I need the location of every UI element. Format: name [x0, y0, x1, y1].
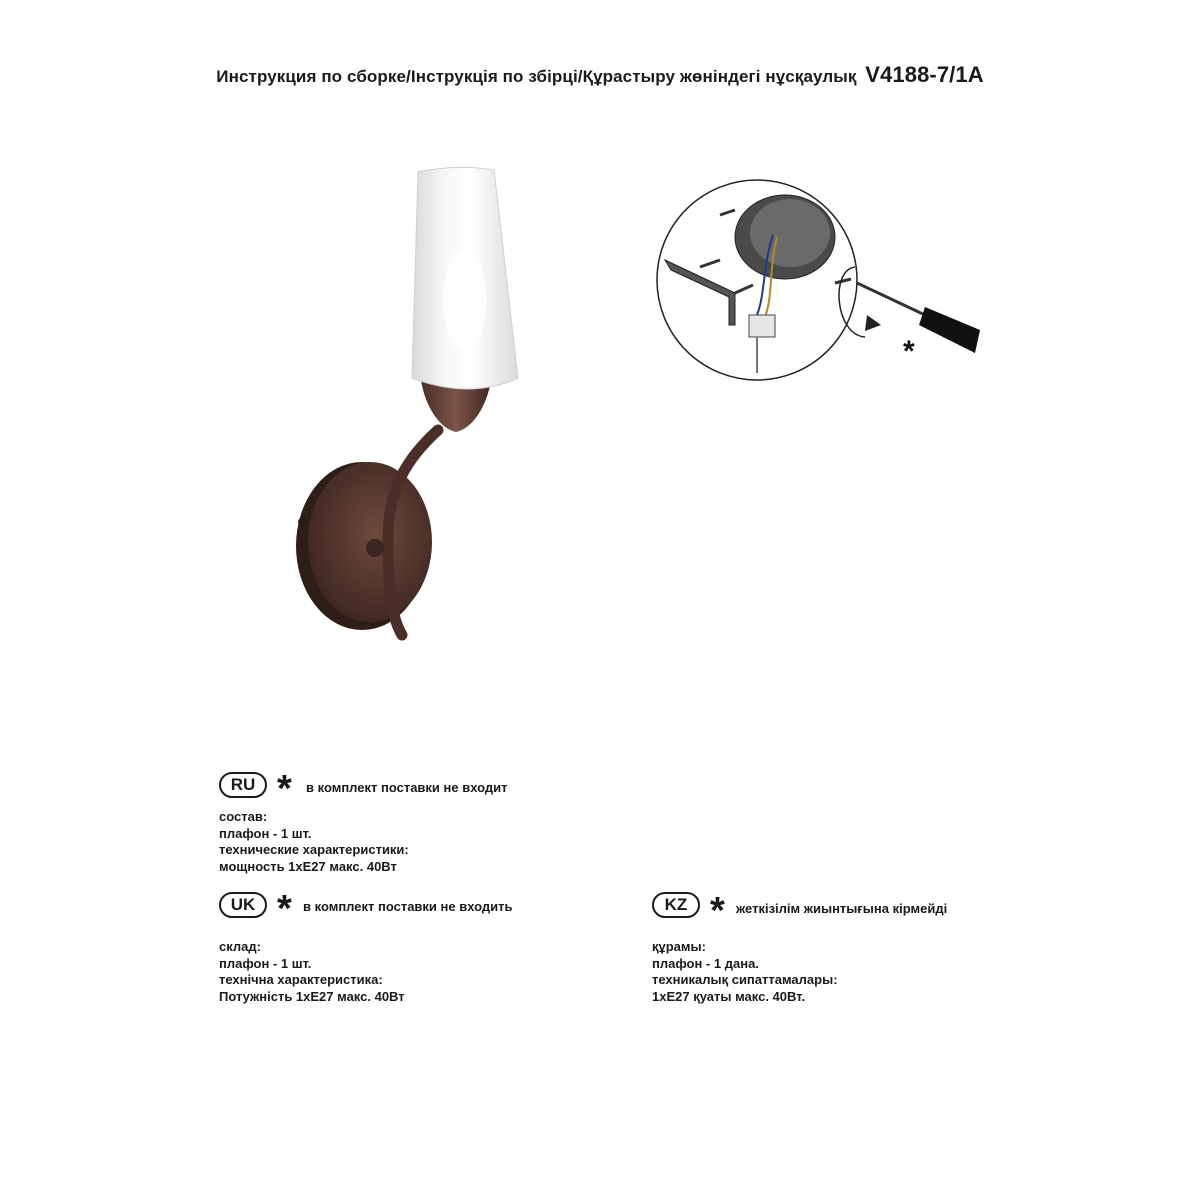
kz-spec-line: техникалық сипаттамалары: — [652, 972, 838, 987]
kz-asterisk-icon: * — [710, 890, 725, 932]
page-title — [0, 62, 1200, 88]
kz-not-included-note: жеткізілім жиынтығына кірмейді — [736, 901, 948, 916]
kz-badge: KZ — [652, 892, 700, 918]
kz-spec-line: 1хE27 қуаты макс. 40Вт. — [652, 988, 806, 1004]
mount-plate-face — [750, 199, 830, 267]
arrow-head-icon — [865, 315, 881, 331]
ru-spec-line: состав: — [219, 809, 268, 824]
uk-specs — [219, 939, 405, 1005]
ru-asterisk-icon: * — [277, 768, 292, 810]
uk-asterisk-icon: * — [277, 888, 292, 930]
shade-highlight — [443, 250, 487, 350]
model-number: V4188-7/1A — [865, 62, 984, 87]
uk-not-included-note: в комплект поставки не входить — [303, 899, 513, 914]
kz-spec-line: құрамы: — [652, 939, 706, 954]
not-included-mark: * — [903, 335, 915, 368]
uk-spec-line: плафон - 1 шт. — [219, 955, 312, 971]
uk-badge: UK — [219, 892, 267, 918]
arm-mount — [366, 539, 384, 557]
screwdriver-shaft — [857, 283, 925, 315]
lamp-illustration — [280, 160, 620, 680]
ru-not-included-note: в комплект поставки не входит — [306, 780, 508, 795]
terminal-block — [749, 315, 775, 337]
title-text: Инструкция по сборке/Інструкція по збірці/Құрастыру жөніндегі нұсқаулық — [216, 67, 857, 86]
uk-spec-line: технічна характеристика: — [219, 972, 383, 987]
kz-specs — [652, 939, 838, 1005]
ru-spec-line: плафон - 1 шт. — [219, 825, 312, 841]
mounting-detail-illustration — [645, 175, 995, 390]
screwdriver-handle — [919, 307, 980, 353]
plate-screw — [298, 518, 306, 526]
ru-spec-line: мощность 1хE27 макс. 40Вт — [219, 858, 397, 874]
uk-spec-line: склад: — [219, 939, 261, 954]
ru-badge: RU — [219, 772, 267, 798]
ru-spec-line: технические характеристики: — [219, 842, 409, 857]
kz-spec-line: плафон - 1 дана. — [652, 955, 759, 971]
ru-specs — [219, 809, 409, 875]
uk-spec-line: Потужність 1хE27 макс. 40Вт — [219, 988, 405, 1004]
